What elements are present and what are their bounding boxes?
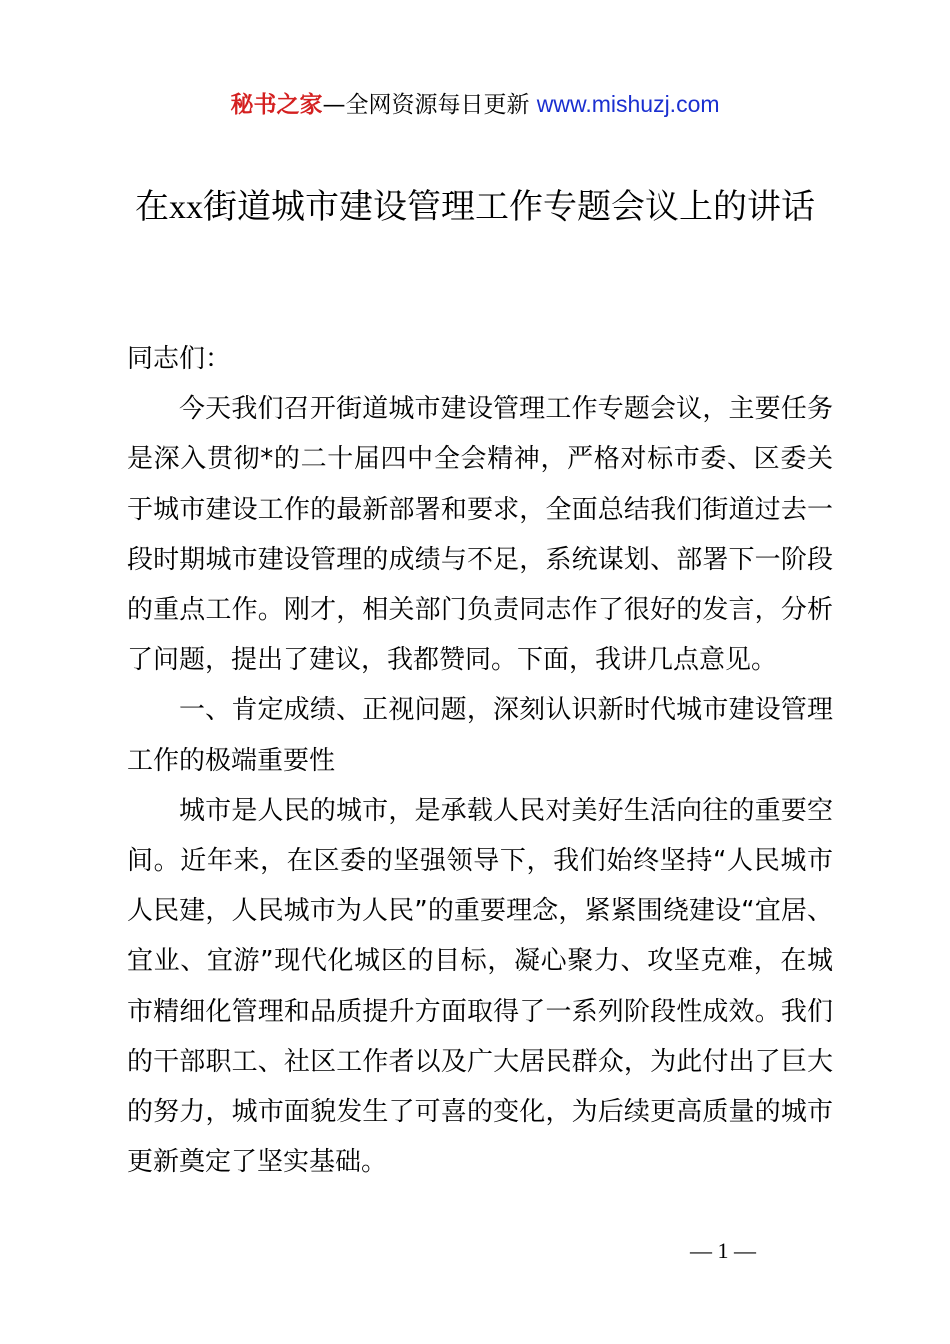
header-banner bbox=[0, 88, 950, 121]
document-body bbox=[127, 334, 833, 1187]
title-prefix: 在 bbox=[135, 187, 169, 227]
title-placeholder: xx bbox=[169, 189, 203, 226]
document-title bbox=[110, 184, 840, 231]
title-rest: 街道城市建设管理工作专题会议上的讲话 bbox=[203, 187, 815, 227]
paragraph-achievements: 城市是人民的城市，是承载人民对美好生活向往的重要空间。近年来，在区委的坚强领导下，我们始终坚持“人民城市人民建，人民城市为人民”的重要理念，紧紧围绕建设“宜居、宜业、宜游”现代化城区的目标，凝心聚力、攻坚克难，在城市精细化管理和品质提升方面取得了一系列阶段性成效。我们的干部职工、社区工作者以及广大居民群众，为此付出了巨大的努力，城市面貌发生了可喜的变化，为后续更高质量的城市更新奠定了坚实基础。 bbox=[127, 795, 833, 1178]
website-link[interactable]: www.mishuzj.com bbox=[536, 91, 720, 117]
brand-name: 秘书之家 bbox=[230, 92, 323, 118]
header-tagline: —全网资源每日更新 bbox=[322, 92, 537, 118]
salutation: 同志们： bbox=[127, 344, 232, 374]
paragraph-intro: 今天我们召开街道城市建设管理工作专题会议，主要任务是深入贯彻*的二十届四中全会精神，严格对标市委、区委关于城市建设工作的最新部署和要求，全面总结我们街道过去一段时期城市建设管理的成绩与不足，系统谋划、部署下一阶段的重点工作。刚才，相关部门负责同志作了很好的发言，分析了问题，提出了建议，我都赞同。下面，我讲几点意见。 bbox=[127, 394, 833, 676]
page-number: — 1 — bbox=[690, 1238, 756, 1263]
section-heading-1: 一、肯定成绩、正视问题，深刻认识新时代城市建设管理工作的极端重要性 bbox=[127, 695, 833, 776]
